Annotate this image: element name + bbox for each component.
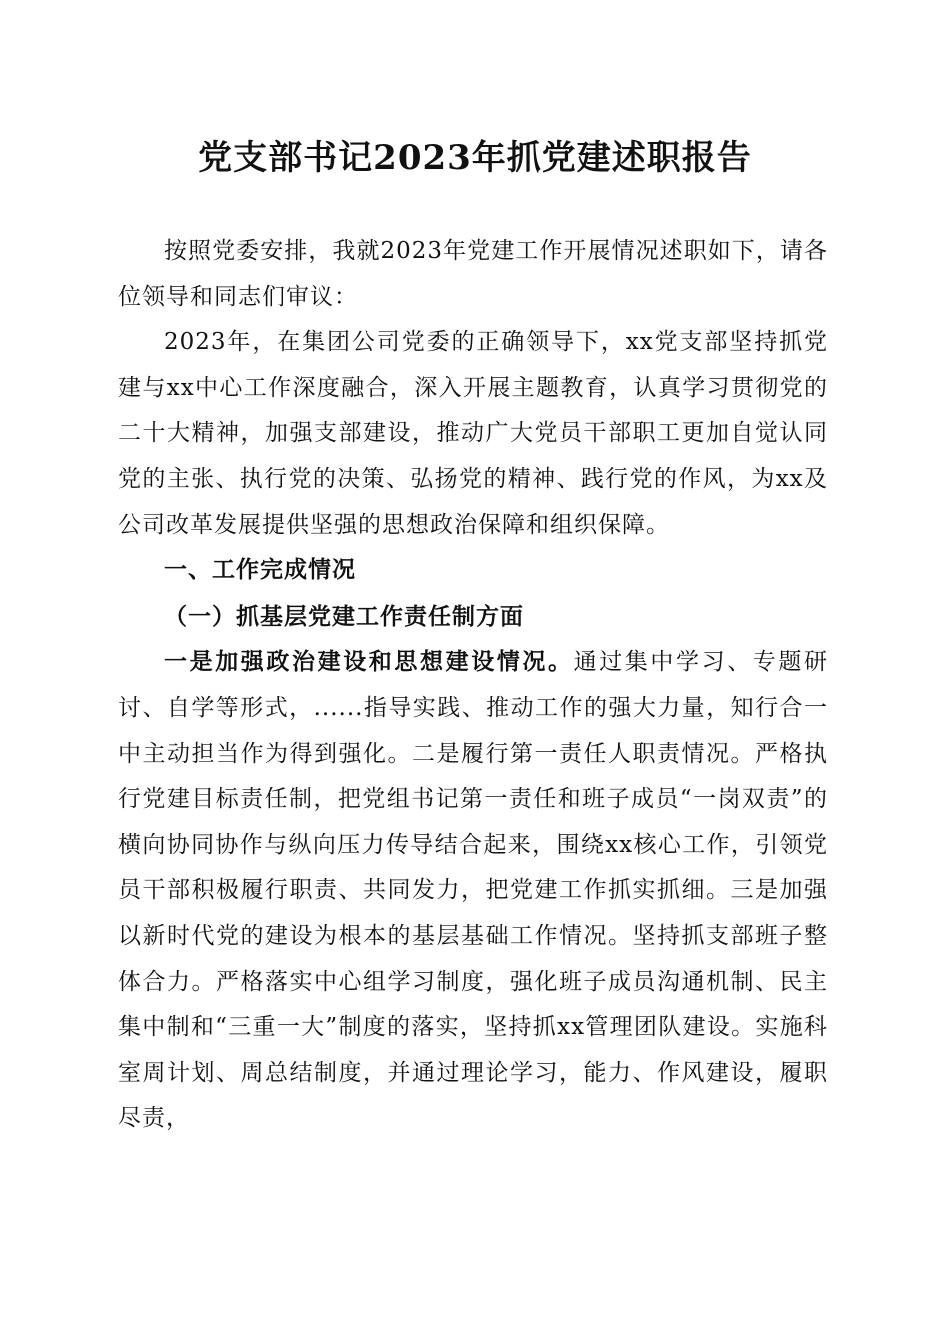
subsection-heading: （一）抓基层党建工作责任制方面 [164, 602, 524, 630]
document-title: 党支部书记2023年抓党建述职报告 [198, 138, 752, 178]
paragraph-body: 通过集中学习、专题研讨、自学等形式，......指导实践、推动工作的强大力量，知行合一中主动担当作为得到强化。二是履行第一责任人职责情况。严格执行党建目标责任制，把党组书记第一责任和班子成员“一岗双责”的横向协同协作与纵向压力传导结合起来，围绕xx核心工作，引领党员干部积极履行职责、共同发力，把党建工作抓实抓细。三是加强以新时代党的建设为根本的基层基础工作情况。坚持抓支部班子整体合力。严格落实中心组学习制度，强化班子成员沟通机制、民主集中制和“三重一大”制度的落实，坚持抓xx管理团队建设。实施科室周计划、周总结制度，并通过理论学习，能力、作风建设，履职尽责， [118, 649, 829, 1132]
section-heading: 一、工作完成情况 [164, 557, 356, 584]
document-body [118, 229, 828, 1142]
intro-paragraph: 按照党委安排，我就2023年党建工作开展情况述职如下，请各位领导和同志们审议： [118, 238, 828, 310]
paragraph-lead: 一是加强政治建设和思想建设情况。 [164, 648, 574, 676]
summary-paragraph: 2023年，在集团公司党委的正确领导下，xx党支部坚持抓党建与xx中心工作深度融合，深入开展主题教育，认真学习贯彻党的二十大精神，加强支部建设，推动广大党员干部职工更加自觉认同党的主张、执行党的决策、弘扬党的精神、践行党的作风，为xx及公司改革发展提供坚强的思想政治保障和组织保障。 [118, 329, 828, 538]
subsection-paragraph [118, 639, 828, 1142]
